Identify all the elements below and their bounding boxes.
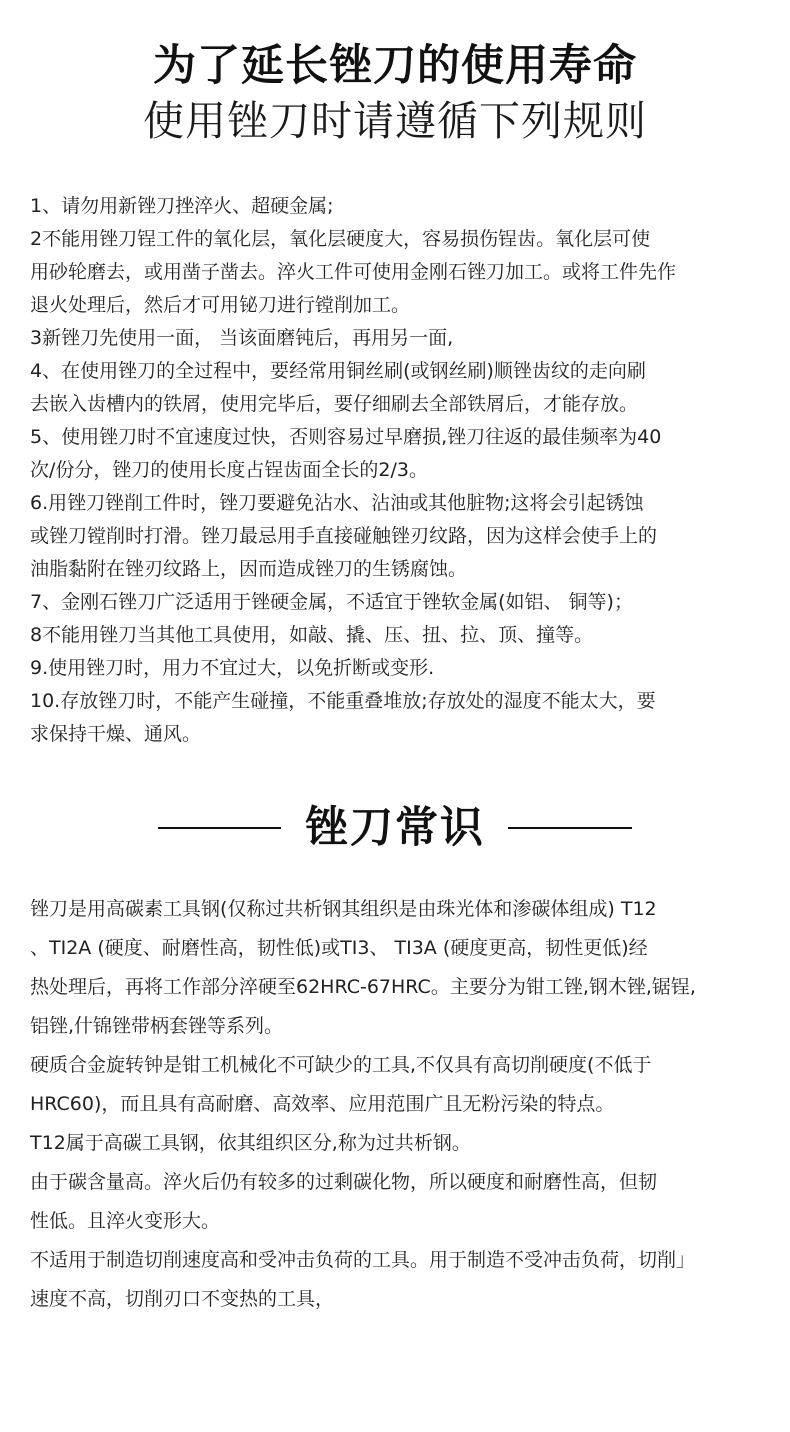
knowledge-line: 速度不高，切削刃口不变热的工具，	[30, 1288, 335, 1310]
heading-divider-right	[508, 827, 632, 829]
rules-line: 10.存放锉刀时，不能产生碰撞，不能重叠堆放;存放处的湿度不能太大，要	[30, 690, 656, 712]
rules-line: 求保持干燥、通风。	[30, 723, 202, 745]
page-subtitle: 使用锉刀时请遵循下列规则	[143, 97, 647, 145]
rules-line: 9.使用锉刀时，用力不宜过大，以免折断或变形.	[30, 657, 435, 679]
knowledge-line: T12属于高碳工具钢，依其组织区分,称为过共析钢。	[30, 1132, 471, 1154]
knowledge-text	[30, 890, 788, 1319]
knowledge-line: 性低。且淬火变形大。	[30, 1210, 221, 1232]
section-heading-text: 锉刀常识	[305, 803, 485, 853]
knowledge-line: 、TI2A (硬度、耐磨性高，韧性低)或TI3、 TI3A (硬度更高，韧性更低)经	[30, 937, 648, 959]
rules-line: 次/份分，锉刀的使用长度占锃齿面全长的2/3。	[30, 459, 428, 481]
knowledge-line: 不适用于制造切削速度高和受冲击负荷的工具。用于制造不受冲击负荷，切削」	[30, 1249, 696, 1271]
rules-line: 3新锉刀先使用一面， 当该面磨钝后，再用另一面,	[30, 327, 454, 349]
rules-line: 1、请勿用新锉刀挫淬火、超硬金属;	[30, 195, 334, 217]
page-title: 为了延长锉刀的使用寿命	[153, 41, 637, 91]
rules-line: 去嵌入齿槽内的铁屑，使用完毕后，要仔细刷去全部铁屑后，才能存放。	[30, 393, 639, 415]
rules-line: 6.用锉刀锉削工件时，锉刀要避免沾水、沾油或其他脏物;这将会引起锈蚀	[30, 492, 644, 514]
section-heading	[0, 798, 790, 858]
rules-list	[30, 190, 782, 751]
knowledge-line: HRC60)，而且具有高耐磨、高效率、应用范围广且无粉污染的特点。	[30, 1093, 615, 1115]
rules-line: 或锉刀镗削时打滑。锉刀最忌用手直接碰触锉刃纹路，因为这样会使手上的	[30, 525, 658, 547]
knowledge-line: 硬质合金旋转钟是钳工机械化不可缺少的工具,不仅具有高切削硬度(不低于	[30, 1054, 652, 1076]
knowledge-line: 锉刀是用高碳素工具钢(仅称过共析钢其组织是由珠光体和渗碳体组成) T12	[30, 898, 657, 920]
rules-line: 7、金刚石锉刀广泛适用于锉硬金属，不适宜于锉软金属(如铝、 铜等)；	[30, 591, 633, 613]
rules-line: 5、使用锉刀时不宜速度过快，否则容易过早磨损,锉刀往返的最佳频率为40	[30, 426, 662, 448]
rules-line: 8不能用锉刀当其他工具使用，如敲、撬、压、扭、拉、顶、撞等。	[30, 624, 594, 646]
rules-line: 退火处理后，然后才可用铋刀进行镗削加工。	[30, 294, 411, 316]
rules-line: 用砂轮磨去，或用凿子凿去。淬火工件可使用金刚石锉刀加工。或将工件先作	[30, 261, 677, 283]
rules-line: 2不能用锉刀锃工件的氧化层，氧化层硬度大，容易损伤锃齿。氧化层可使	[30, 228, 651, 250]
rules-line: 油脂黏附在锉刃纹路上，因而造成锉刀的生锈腐蚀。	[30, 558, 468, 580]
knowledge-line: 由于碳含量高。淬火后仍有较多的过剩碳化物，所以硬度和耐磨性高，但韧	[30, 1171, 658, 1193]
knowledge-line: 热处理后，再将工作部分淬硬至62HRC-67HRC。主要分为钳工锉,钢木锉,锯锃,	[30, 976, 696, 998]
knowledge-line: 铝锉,什锦锉带柄套锉等系列。	[30, 1015, 284, 1037]
rules-line: 4、在使用锉刀的全过程中，要经常用铜丝刷(或钢丝刷)顺锉齿纹的走向刷	[30, 360, 646, 382]
